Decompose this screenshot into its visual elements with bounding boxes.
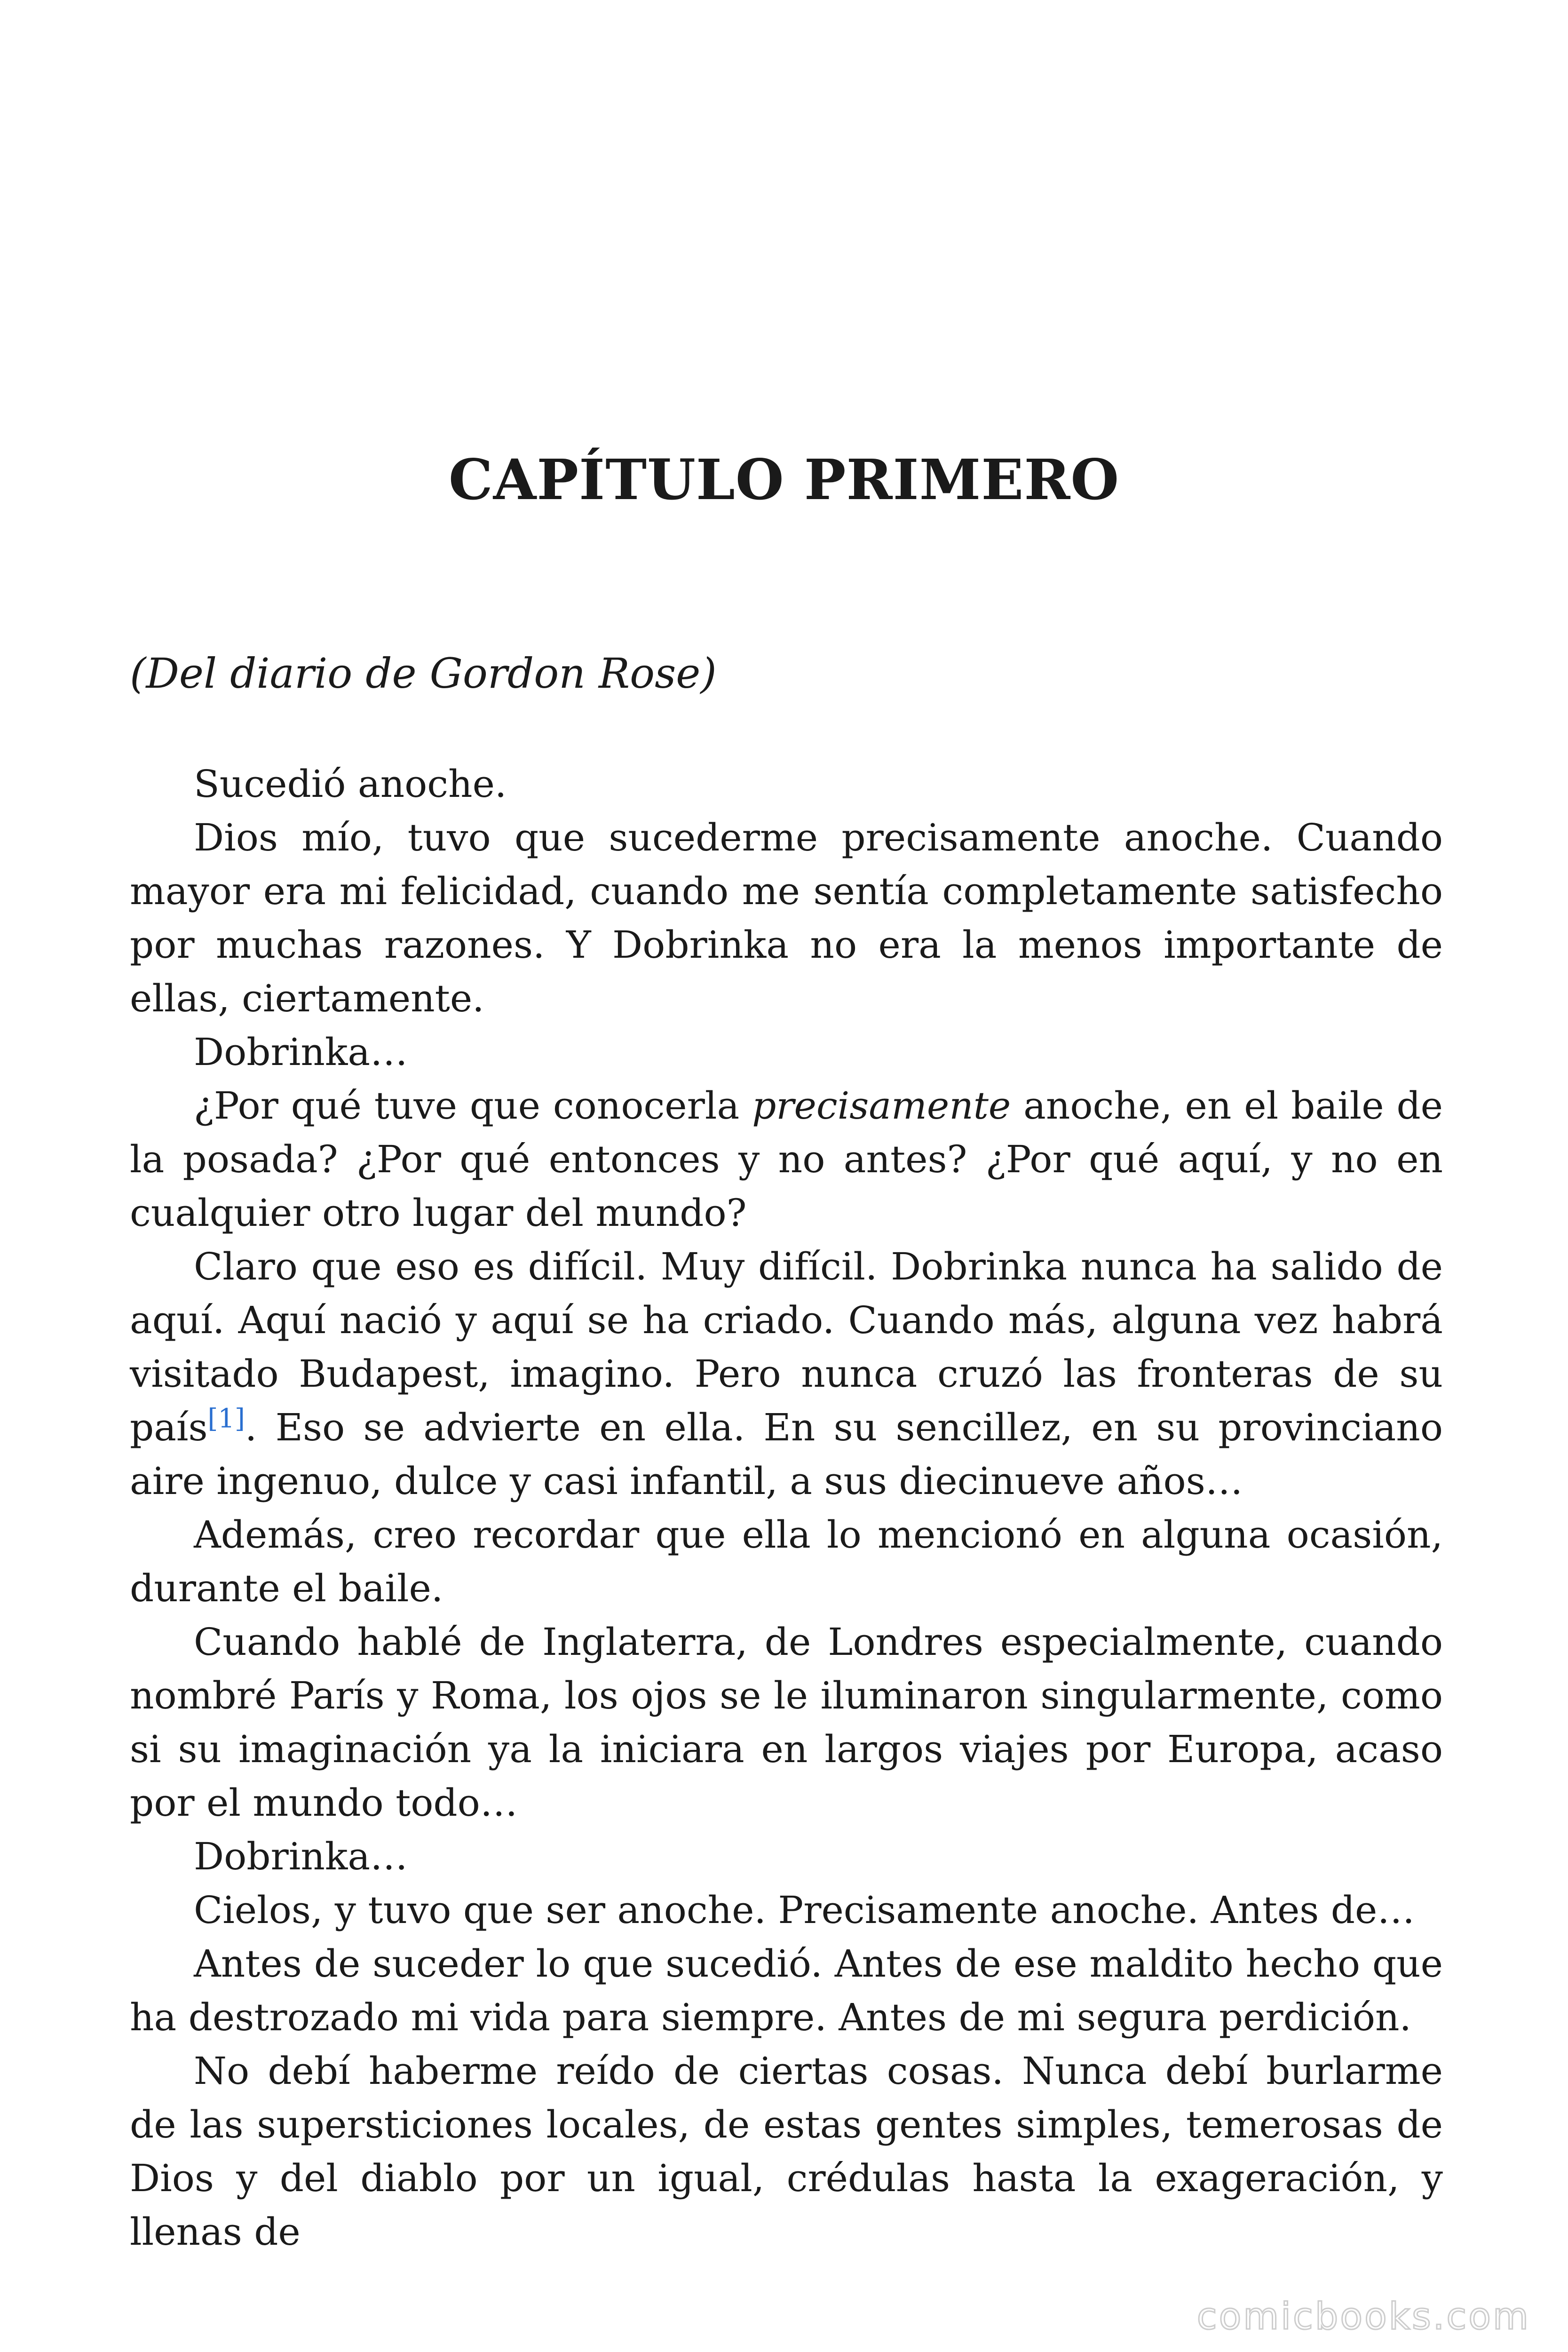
paragraph [130, 1079, 1443, 1240]
paragraph: Dios mío, tuvo que sucederme precisamente anoche. Cuando mayor era mi felicidad, cuando me sentía completamente satisfecho por muchas razones. Y Dobrinka no era la menos importante de ellas, ciertamente. [130, 816, 1443, 1020]
watermark: comicbooks.com [1196, 2296, 1530, 2338]
emphasis-text: precisamente [752, 1084, 1011, 1128]
paragraph-text: anoche, en el baile de la posada? ¿Por qué entonces y no antes? ¿Por qué aquí, y no en cualquier otro lugar del mundo? [130, 1084, 1443, 1235]
paragraph [130, 1240, 1443, 1508]
paragraph: No debí haberme reído de ciertas cosas. Nunca debí burlarme de las supersticiones locales, de estas gentes simples, temerosas de Dios y del diablo por un igual, crédulas hasta la exageración, y llenas de [130, 2049, 1443, 2254]
paragraph: Cuando hablé de Inglaterra, de Londres especialmente, cuando nombré París y Roma, los ojos se le iluminaron singularmente, como si su imaginación ya la iniciara en largos viajes por Europa, acaso por el mundo todo… [130, 1620, 1443, 1825]
paragraph: Dobrinka… [194, 1835, 408, 1878]
paragraph: Además, creo recordar que ella lo mencionó en alguna ocasión, durante el baile. [130, 1513, 1443, 1610]
paragraph: Cielos, y tuvo que ser anoche. Precisamente anoche. Antes de… [194, 1888, 1415, 1932]
paragraph-text: . Eso se advierte en ella. En su sencillez, en su provinciano aire ingenuo, dulce y casi infantil, a sus diecinueve años… [130, 1406, 1443, 1503]
diary-source-subtitle: (Del diario de Gordon Rose) [130, 649, 717, 698]
paragraph-text: ¿Por qué tuve que conocerla [194, 1084, 752, 1128]
chapter-title: CAPÍTULO PRIMERO [448, 447, 1120, 512]
chapter-body [130, 757, 1443, 2259]
paragraph: Sucedió anoche. [194, 762, 507, 806]
footnote-link[interactable]: [1] [207, 1403, 245, 1434]
paragraph: Antes de suceder lo que sucedió. Antes de ese maldito hecho que ha destrozado mi vida para siempre. Antes de mi segura perdición. [130, 1942, 1443, 2039]
paragraph-text: Claro que eso es difícil. Muy difícil. Dobrinka nunca ha salido de aquí. Aquí nació y aquí se ha criado. Cuando más, alguna vez habrá visitado Budapest, imagino. Pero nunca cruzó las fronteras de su país [130, 1245, 1443, 1449]
paragraph: Dobrinka… [194, 1030, 408, 1074]
